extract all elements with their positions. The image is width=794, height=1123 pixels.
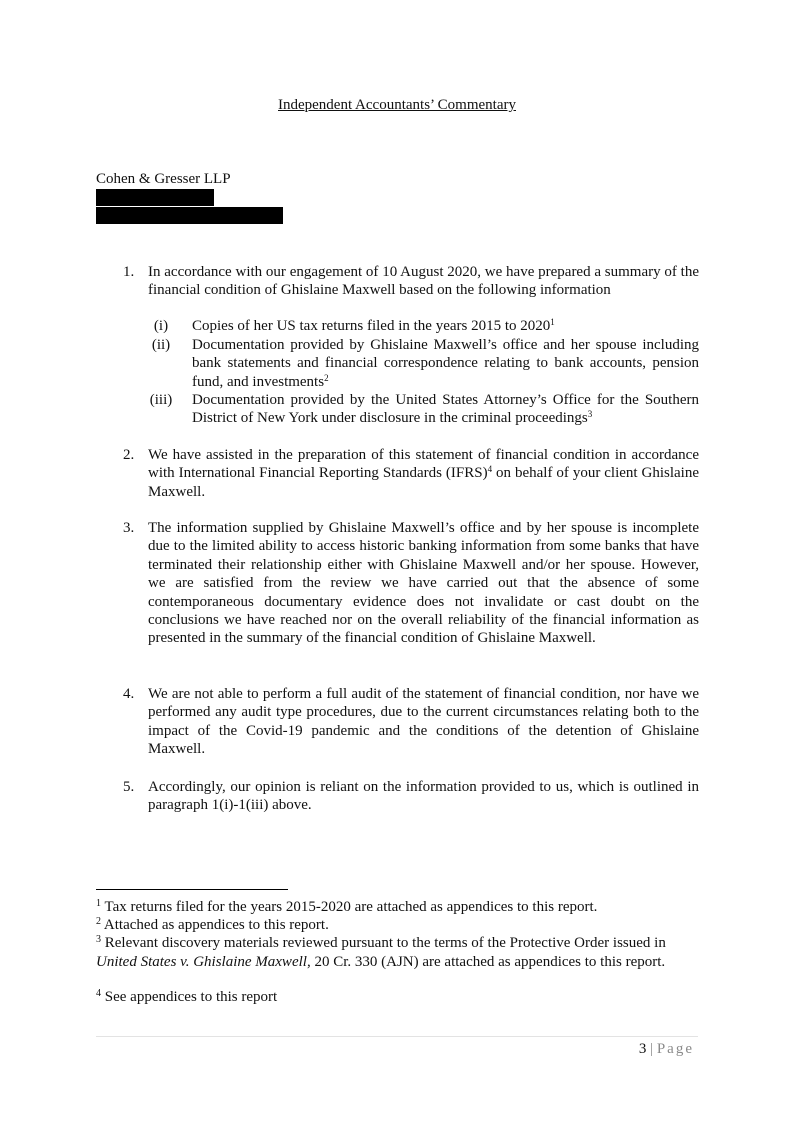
footnotes bbox=[96, 898, 696, 1006]
footnote-number: 3 bbox=[96, 934, 101, 946]
footnote-separator bbox=[96, 889, 288, 890]
sub-item-text: Documentation provided by Ghislaine Maxwell’s office and her spouse including bank statements and financial correspondence relating to bank accounts, pension fund, and investments$^2$ bbox=[192, 337, 699, 390]
sub-item-number: (iii) bbox=[149, 392, 173, 408]
sub-item-text: Documentation provided by the United States Attorney’s Office for the Southern District of New York under disclosure in the criminal proceedings$^3$ bbox=[192, 392, 699, 427]
sub-item-i bbox=[141, 317, 699, 335]
footnote-4: $^4$ See appendices to this report bbox=[96, 987, 278, 1005]
addressee-block bbox=[96, 170, 283, 224]
paragraph-number: 5. bbox=[123, 779, 135, 795]
paragraph-4 bbox=[123, 685, 699, 759]
footnote-ref[interactable]: 3 bbox=[587, 409, 593, 420]
sub-item-number: (i) bbox=[153, 318, 169, 334]
footnote-3: $^3$ Relevant discovery materials reviewed pursuant to the terms of the Protective Order issued in United States v. Ghislaine Maxwell, 20 Cr. 330 (AJN) are attached as appendices to this report. bbox=[96, 934, 666, 970]
footnote-number: 1 bbox=[96, 898, 101, 909]
paragraph-text: In accordance with our engagement of 10 August 2020, we have prepared a summary of the financial condition of Ghislaine Maxwell based on the following information bbox=[148, 264, 699, 299]
redacted-line bbox=[96, 207, 283, 224]
footnote-number: 2 bbox=[96, 916, 101, 928]
redacted-line bbox=[96, 189, 214, 206]
paragraph-text: Accordingly, our opinion is reliant on the information provided to us, which is outlined in paragraph 1(i)-1(iii) above. bbox=[148, 779, 699, 814]
page-number: 3 | Page bbox=[638, 1041, 694, 1057]
sub-item-text: Copies of her US tax returns filed in the years 2015 to 2020$^1$ bbox=[192, 317, 555, 334]
footnote-1: $^1$ Tax returns filed for the years 2015-2020 are attached as appendices to this report. bbox=[96, 898, 598, 915]
paragraph-1 bbox=[123, 263, 699, 300]
paragraph-text: We have assisted in the preparation of this statement of financial condition in accordance with International Financial Reporting Standards (IFRS)$^4$ on behalf of your client Ghislaine Maxwell. bbox=[148, 447, 699, 500]
document-title: Independent Accountants’ Commentary bbox=[278, 97, 516, 113]
footnote-ref[interactable]: 1 bbox=[550, 317, 555, 327]
paragraph-5 bbox=[123, 778, 699, 815]
addressee-firm: Cohen & Gresser LLP bbox=[96, 171, 231, 187]
sub-item-number: (ii) bbox=[151, 337, 171, 353]
paragraph-number: 1. bbox=[123, 264, 135, 280]
sub-item-ii bbox=[141, 336, 699, 391]
footer-separator bbox=[96, 1036, 698, 1037]
footnote-ref[interactable]: 2 bbox=[324, 372, 329, 383]
paragraph-number: 4. bbox=[123, 686, 135, 702]
paragraph-text: We are not able to perform a full audit of the statement of financial condition, nor have we performed any audit type procedures, due to the current circumstances relating both to the impact of the Covid-19 pandemic and the conditions of the detention of Ghislaine Maxwell. bbox=[148, 686, 699, 758]
paragraph-number: 2. bbox=[123, 447, 135, 463]
footnote-ref[interactable]: 4 bbox=[487, 464, 493, 475]
sub-item-iii bbox=[141, 391, 699, 428]
paragraph-3 bbox=[123, 519, 699, 648]
paragraph-2 bbox=[123, 446, 699, 501]
paragraph-number: 3. bbox=[123, 520, 135, 536]
case-name: United States v. Ghislaine Maxwell bbox=[96, 953, 307, 970]
footnote-number: 4 bbox=[96, 987, 101, 999]
footnote-2: $^2$ Attached as appendices to this report. bbox=[96, 916, 329, 934]
paragraph-text: The information supplied by Ghislaine Maxwell’s office and by her spouse is incomplete due to the limited ability to access historic banking information from some banks that have terminated their relationship either with Ghislaine Maxwell and/or her spouse. However, we are satisfied from the review we have carried out that the absence of some contemporaneous documentary evidence does not invalidate or cast doubt on the conclusions we have reached nor on the overall reliability of the financial information as presented in the summary of the financial condition of Ghislaine Maxwell. bbox=[148, 520, 699, 647]
